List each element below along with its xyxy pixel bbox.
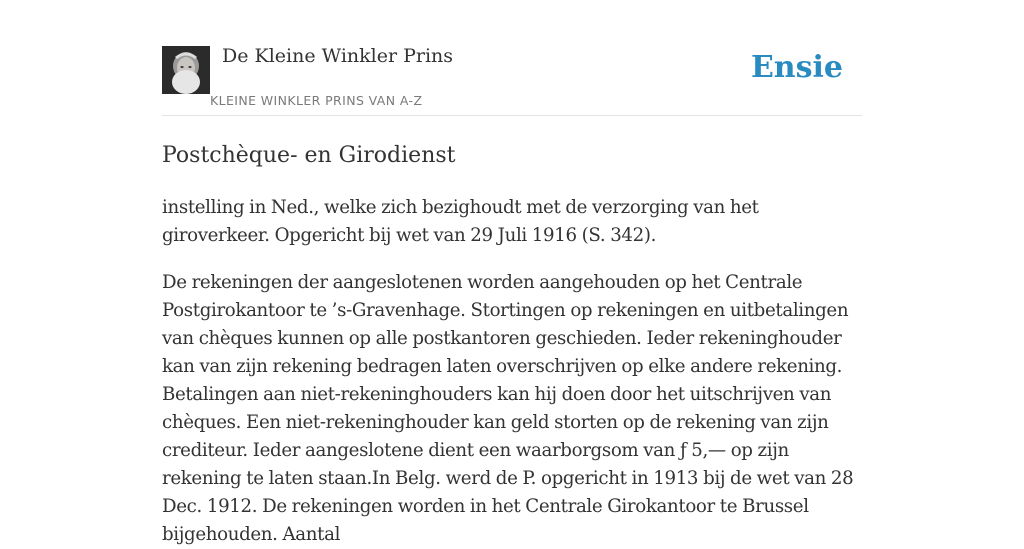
source-title[interactable]: De Kleine Winkler Prins: [222, 45, 454, 67]
avatar[interactable]: [162, 46, 210, 94]
content-container: [162, 0, 862, 549]
source-header: [162, 0, 862, 116]
brand-logo[interactable]: Ensie: [750, 50, 843, 85]
article-title: Postchèque- en Girodienst: [162, 143, 456, 168]
article-paragraph-2: De rekeningen der aangeslotenen worden aangehouden op het Centrale Postgirokantoor te ’s-Gravenhage. Stortingen op rekeningen en uitbetalingen van chèques kunnen op alle postkantoren geschieden. Ieder rekeninghouder kan van zijn rekening bedragen laten overschrijven op elke andere rekening. Betalingen aan niet-rekeninghouders kan hij doen door het uitschrijven van chèques. Een niet-rekeninghouder kan geld storten op de rekening van zijn crediteur. Ieder aangeslotene dient een waarborgsom van ƒ 5,— op zijn rekening te laten staan.In Belg. werd de P. opgericht in 1913 bij de wet van 28 Dec. 1912. De rekeningen worden in het Centrale Girokantoor te Brussel bijgehouden. Aantal: [162, 272, 854, 545]
source-subtitle[interactable]: KLEINE WINKLER PRINS VAN A-Z: [210, 93, 423, 108]
author-portrait-icon: [162, 46, 210, 94]
article-paragraph-1: instelling in Ned., welke zich bezighoudt met de verzorging van het giroverkeer. Opgericht bij wet van 29 Juli 1916 (S. 342).: [162, 197, 759, 246]
